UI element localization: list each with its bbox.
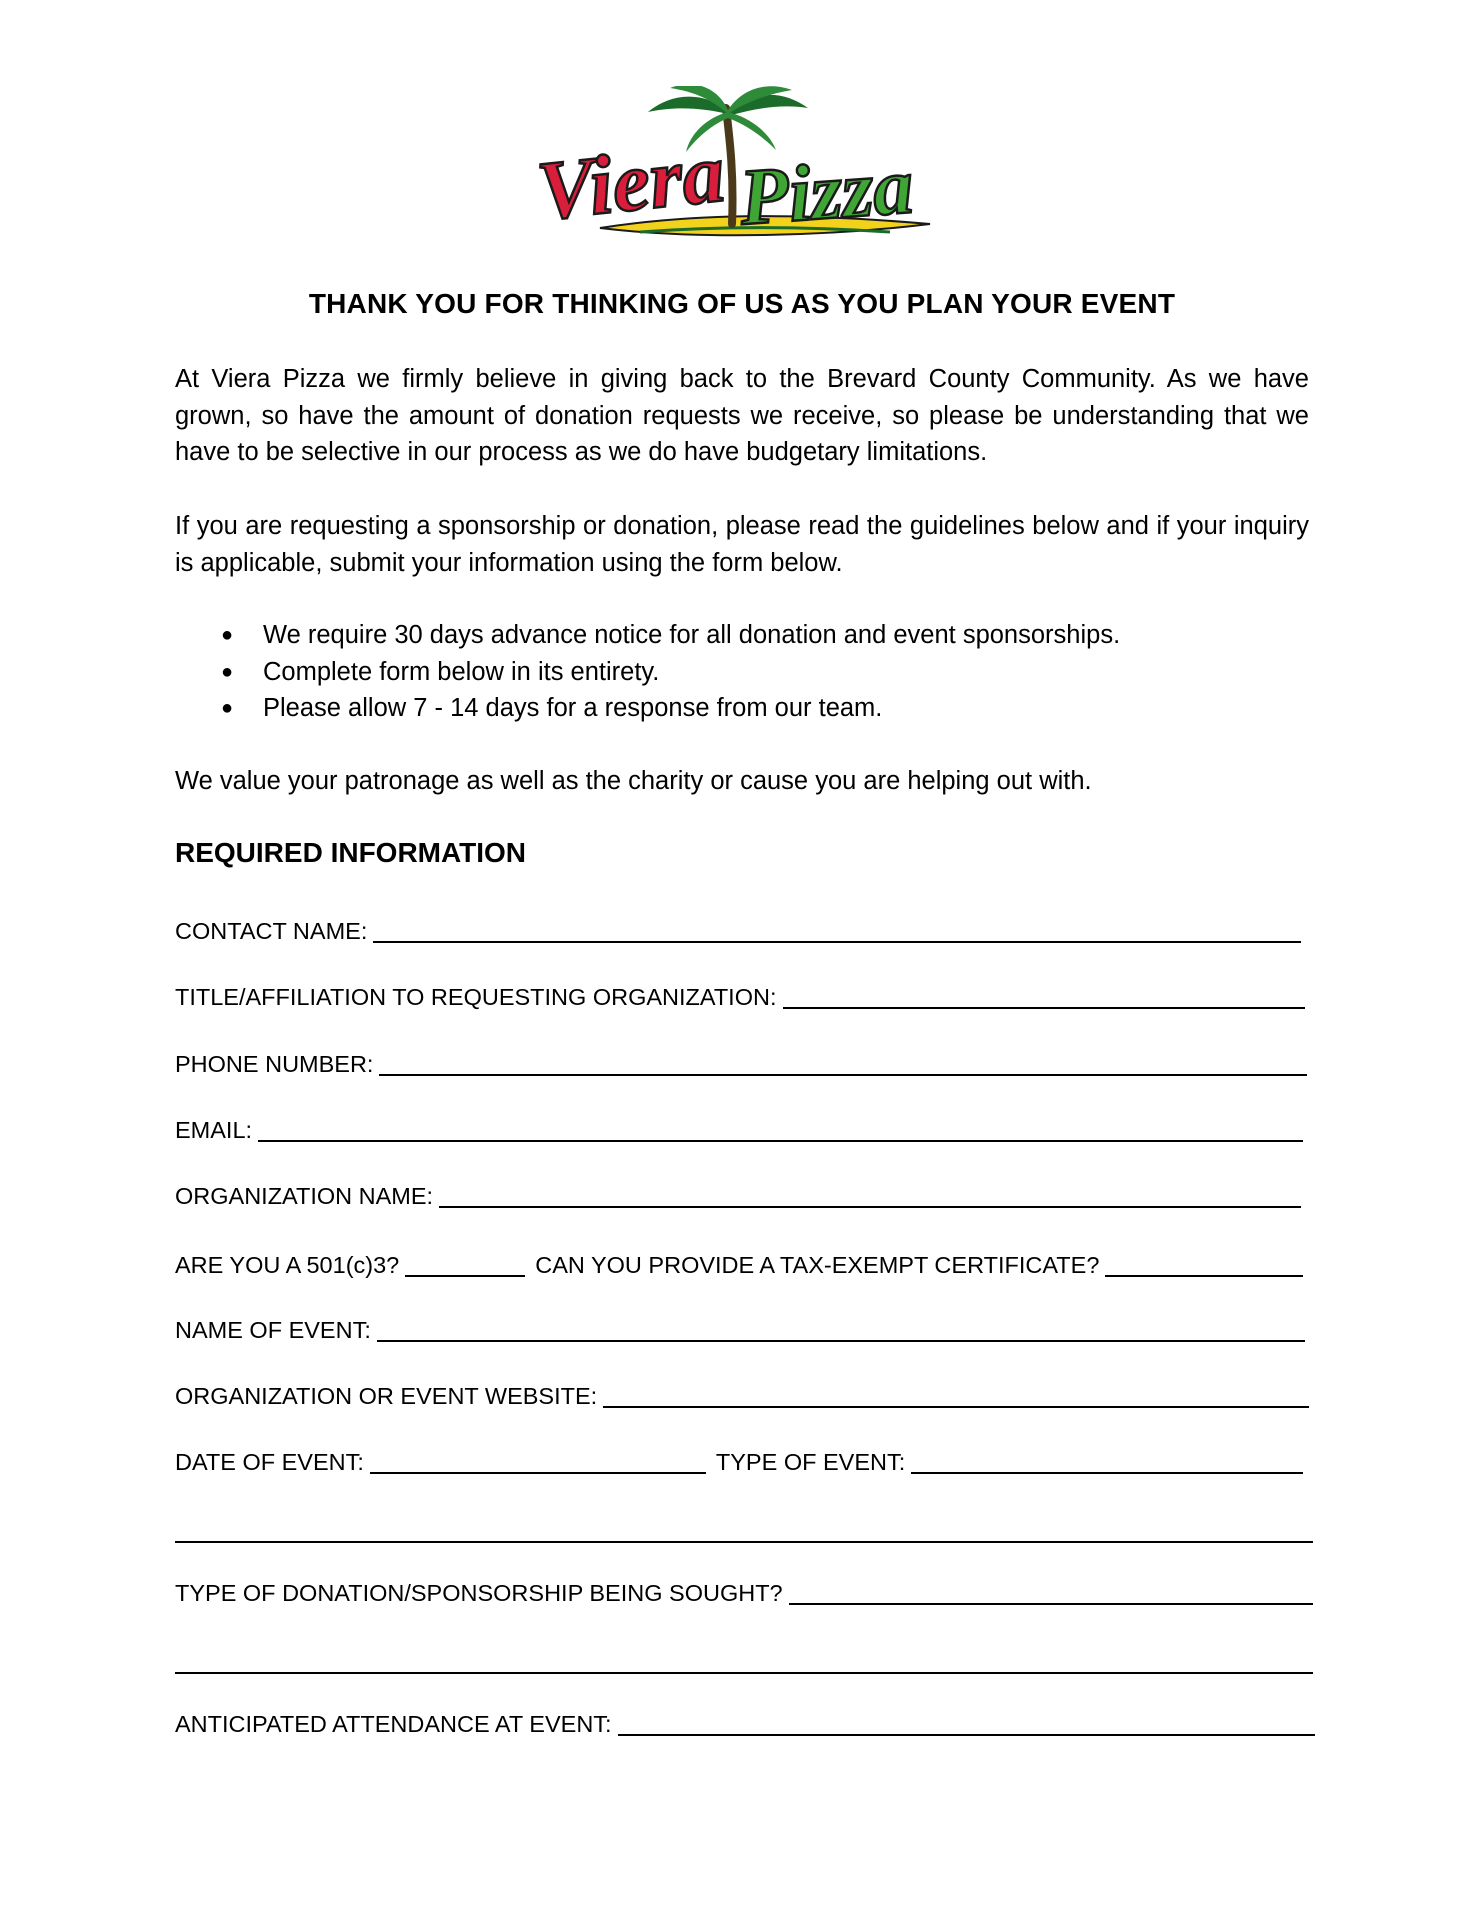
closing-paragraph: We value your patronage as well as the charity or cause you are helping out with.: [175, 767, 1092, 795]
email-row: [175, 1111, 1309, 1145]
palm-tree-logo-graphic: [530, 86, 954, 246]
list-item: [175, 654, 1309, 691]
list-item-text: Complete form below in its entirety.: [263, 657, 660, 686]
logo-text-viera: Viera: [533, 126, 729, 239]
event-name-row: [175, 1311, 1309, 1345]
donation-type-label: TYPE OF DONATION/SPONSORSHIP BEING SOUGHT?: [175, 1580, 783, 1606]
501c3-label: ARE YOU A 501(c)3?: [175, 1252, 400, 1278]
intro-paragraph: At Viera Pizza we firmly believe in giving back to the Brevard County Community. As we have grown, so have the amount of donation requests we receive, so please be understanding that we have to be selective in our process as we do have budgetary limitations.: [175, 365, 1309, 466]
list-item-text: Please allow 7 - 14 days for a response from our team.: [263, 694, 883, 722]
guidelines-list: [175, 617, 1309, 727]
event-name-label: NAME OF EVENT:: [175, 1317, 371, 1343]
phone-number-field[interactable]: [379, 1050, 1307, 1076]
page-title: THANK YOU FOR THINKING OF US AS YOU PLAN YOUR EVENT: [308, 288, 1176, 319]
tax-exempt-field[interactable]: [1105, 1251, 1303, 1277]
section-heading: REQUIRED INFORMATION: [175, 837, 527, 868]
list-item-text: We require 30 days advance notice for all donation and event sponsorships.: [263, 621, 1121, 649]
tax-status-row: [175, 1246, 1309, 1280]
event-date-field[interactable]: [370, 1448, 706, 1474]
attendance-field[interactable]: [618, 1710, 1315, 1736]
tax-exempt-label: CAN YOU PROVIDE A TAX-EXEMPT CERTIFICATE?: [535, 1252, 1100, 1278]
email-label: EMAIL:: [175, 1117, 253, 1143]
contact-name-row: [175, 912, 1309, 946]
phone-number-label: PHONE NUMBER:: [175, 1051, 374, 1077]
organization-name-field[interactable]: [439, 1182, 1301, 1208]
donation-type-row: [175, 1574, 1309, 1608]
guidelines-paragraph: If you are requesting a sponsorship or donation, please read the guidelines below and if your inquiry is applicable, submit your information using the form below.: [175, 512, 1309, 577]
donation-type-field[interactable]: [789, 1579, 1313, 1605]
title-affiliation-row: [175, 978, 1309, 1012]
501c3-field[interactable]: [405, 1251, 525, 1277]
contact-name-field[interactable]: [373, 917, 1301, 943]
event-type-field[interactable]: [911, 1448, 1303, 1474]
bullet-icon: ●: [221, 697, 234, 719]
event-date-type-row: [175, 1443, 1309, 1477]
phone-number-row: [175, 1045, 1309, 1079]
event-type-continued-field[interactable]: [175, 1517, 1313, 1543]
bullet-icon: ●: [221, 624, 234, 646]
viera-pizza-logo: [530, 86, 954, 246]
event-name-field[interactable]: [377, 1316, 1305, 1342]
list-item: [175, 617, 1309, 654]
website-field[interactable]: [603, 1382, 1309, 1408]
list-item: [175, 690, 1309, 727]
organization-name-row: [175, 1177, 1309, 1211]
attendance-row: [175, 1705, 1309, 1739]
website-label: ORGANIZATION OR EVENT WEBSITE:: [175, 1383, 598, 1409]
logo-text-pizza: Pizza: [736, 142, 916, 243]
donation-type-continued-row: [175, 1643, 1309, 1677]
organization-name-label: ORGANIZATION NAME:: [175, 1183, 434, 1209]
website-row: [175, 1377, 1309, 1411]
donation-type-continued-field[interactable]: [175, 1648, 1313, 1674]
attendance-label: ANTICIPATED ATTENDANCE AT EVENT:: [175, 1711, 612, 1737]
title-affiliation-label: TITLE/AFFILIATION TO REQUESTING ORGANIZATION:: [175, 984, 777, 1010]
email-field[interactable]: [258, 1116, 1303, 1142]
event-date-label: DATE OF EVENT:: [175, 1449, 364, 1475]
contact-name-label: CONTACT NAME:: [175, 918, 368, 944]
title-affiliation-field[interactable]: [783, 983, 1306, 1009]
event-type-label: TYPE OF EVENT:: [715, 1449, 906, 1475]
bullet-icon: ●: [221, 660, 234, 683]
event-type-continued-row: [175, 1512, 1309, 1546]
